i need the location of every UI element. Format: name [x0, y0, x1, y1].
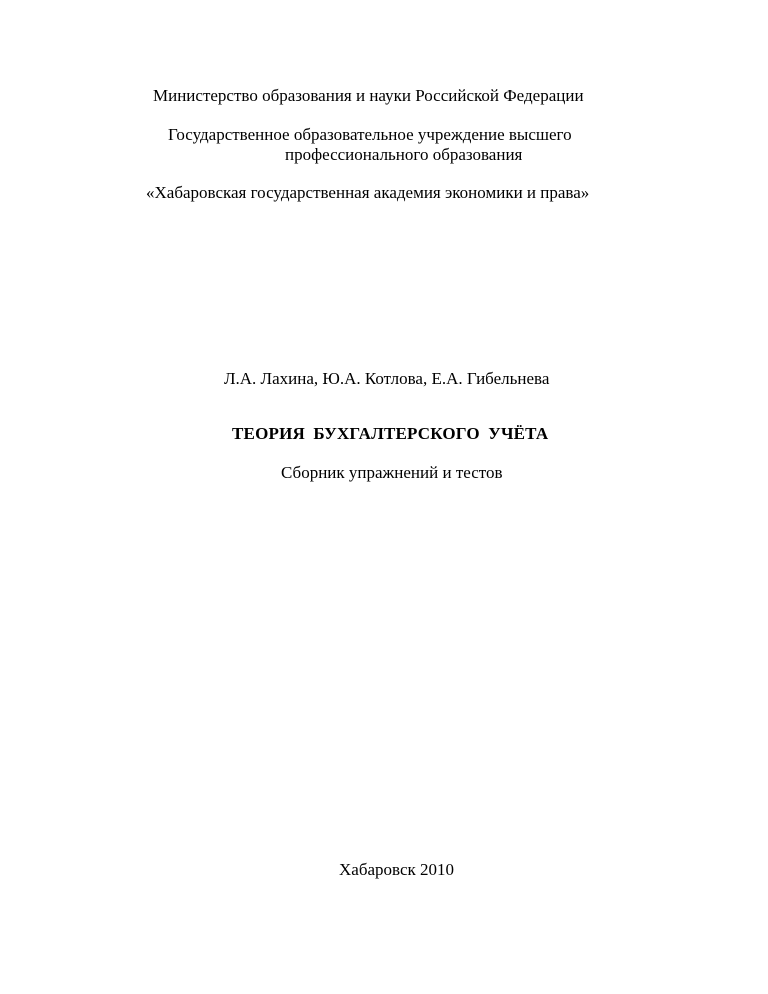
book-title: ТЕОРИЯ БУХГАЛТЕРСКОГО УЧЁТА — [232, 424, 549, 443]
authors: Л.А. Лахина, Ю.А. Котлова, Е.А. Гибельнева — [224, 369, 550, 388]
academy-name: «Хабаровская государственная академия экономики и права» — [146, 183, 590, 202]
institution-name-line1: Государственное образовательное учреждение высшего — [168, 125, 572, 144]
city-year: Хабаровск 2010 — [339, 860, 454, 879]
book-subtitle: Сборник упражнений и тестов — [281, 463, 503, 482]
institution-name-line2: профессионального образования — [285, 145, 523, 164]
ministry-name: Министерство образования и науки Российской Федерации — [153, 86, 584, 105]
